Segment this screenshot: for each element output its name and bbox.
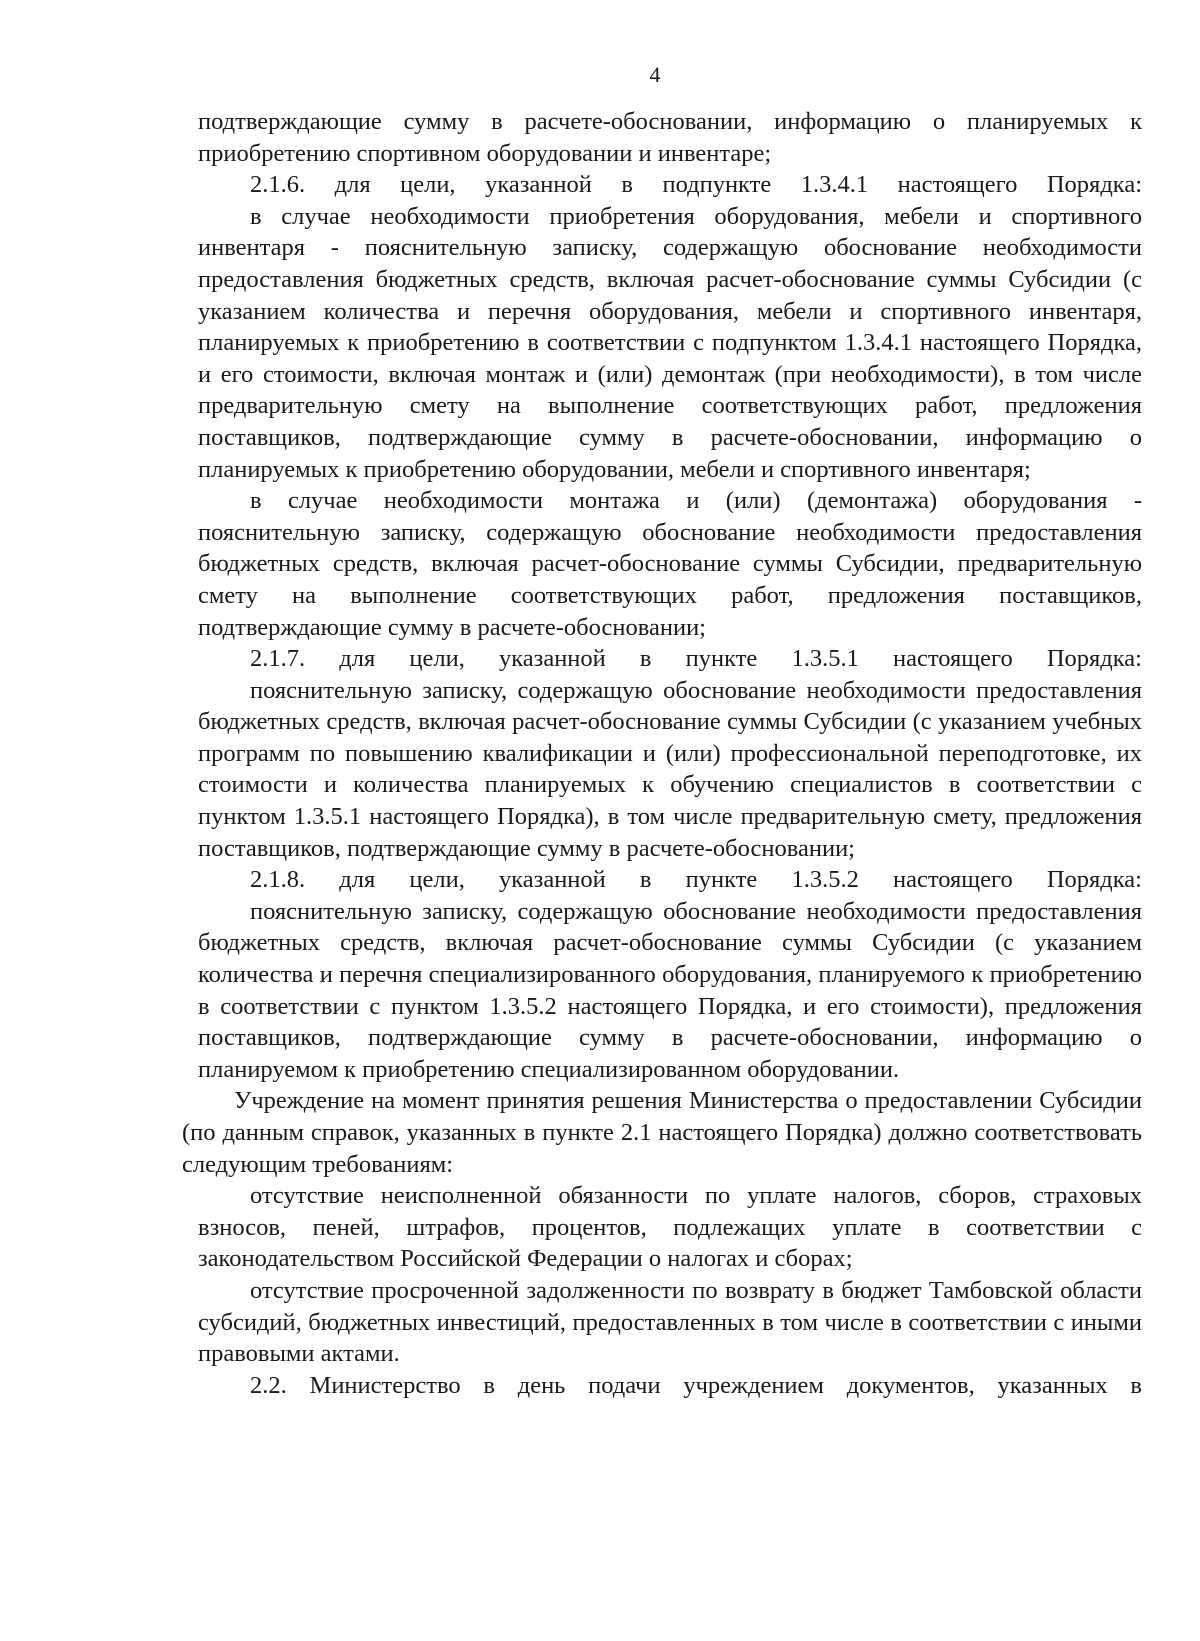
- paragraph-2-1-7-heading: 2.1.7. для цели, указанной в пункте 1.3.5.1 настоящего Порядка:: [250, 645, 1142, 673]
- paragraph-requirement-debts: отсутствие просроченной задолженности по возврату в бюджет Тамбовской области субсидий, бюджетных инвестиций, предоставленных в том числе в соответствии с иными правовыми актами.: [198, 1276, 1142, 1368]
- document-body: [182, 106, 1142, 1401]
- paragraph-2-1-7-body: пояснительную записку, содержащую обоснование необходимости предоставления бюджетных средств, включая расчет-обоснование суммы Субсидии (с указанием учебных программ по повышению квалификации и (или) профессиональной переподготовке, их стоимости и количества планируемых к обучению специалистов в соответствии с пунктом 1.3.5.1 настоящего Порядка), в том числе предварительную смету, предложения поставщиков, подтверждающие сумму в расчете-обосновании;: [198, 676, 1142, 862]
- paragraph-2-1-8-heading: 2.1.8. для цели, указанной в пункте 1.3.5.2 настоящего Порядка:: [250, 866, 1142, 894]
- page-number: 4: [649, 62, 661, 87]
- paragraph-continuation: подтверждающие сумму в расчете-обосновании, информацию о планируемых к приобретению спортивном оборудовании и инвентаре;: [198, 108, 1142, 167]
- paragraph-equipment-mounting: в случае необходимости монтажа и (или) (демонтажа) оборудования - пояснительную записку, содержащую обоснование необходимости предоставления бюджетных средств, включая расчет-обоснование суммы Субсидии, предварительную смету на выполнение соответствующих работ, предложения поставщиков, подтверждающие сумму в расчете-обосновании;: [198, 487, 1142, 641]
- paragraph-requirement-taxes: отсутствие неисполненной обязанности по уплате налогов, сборов, страховых взносов, пеней, штрафов, процентов, подлежащих уплате в соответствии с законодательством Российской Федерации о налогах и сборах;: [198, 1182, 1142, 1273]
- paragraph-2-1-8-body: пояснительную записку, содержащую обоснование необходимости предоставления бюджетных средств, включая расчет-обоснование суммы Субсидии (с указанием количества и перечня специализированного оборудования, планируемого к приобретению в соответствии с пунктом 1.3.5.2 настоящего Порядка, и его стоимости), предложения поставщиков, подтверждающие сумму в расчете-обосновании, информацию о планируемом к приобретению специализированном оборудовании.: [198, 897, 1142, 1083]
- paragraph-2-1-6-heading: 2.1.6. для цели, указанной в подпункте 1.3.4.1 настоящего Порядка:: [250, 171, 1142, 199]
- paragraph-2-2-start: 2.2. Министерство в день подачи учреждением документов, указанных в: [250, 1371, 1142, 1399]
- paragraph-equipment-purchase: в случае необходимости приобретения оборудования, мебели и спортивного инвентаря - пояснительную записку, содержащую обоснование необходимости предоставления бюджетных средств, включая расчет-обоснование суммы Субсидии (с указанием количества и перечня оборудования, мебели и спортивного инвентаря, планируемых к приобретению в соответствии с подпунктом 1.3.4.1 настоящего Порядка, и его стоимости, включая монтаж и (или) демонтаж (при необходимости), в том числе предварительную смету на выполнение соответствующих работ, предложения поставщиков, подтверждающие сумму в расчете-обосновании, информацию о планируемых к приобретению оборудовании, мебели и спортивного инвентаря;: [198, 202, 1142, 483]
- paragraph-requirements-intro: Учреждение на момент принятия решения Министерства о предоставлении Субсидии (по данным справок, указанных в пункте 2.1 настоящего Порядка) должно соответствовать следующим требованиям:: [182, 1087, 1142, 1178]
